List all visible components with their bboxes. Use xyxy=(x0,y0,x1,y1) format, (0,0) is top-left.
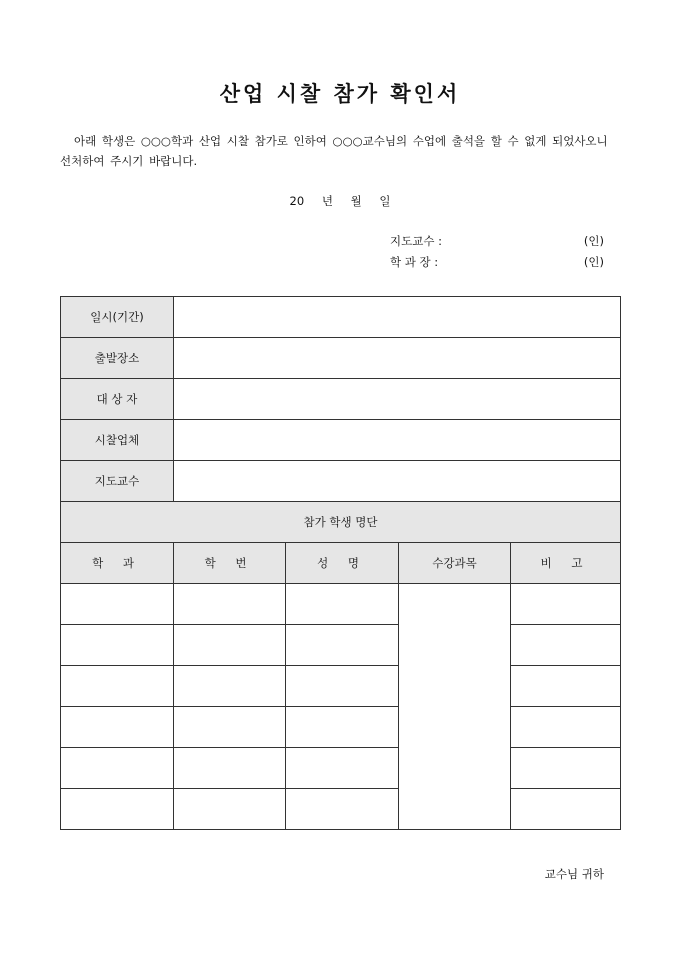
department-head-label: 학 과 장 : xyxy=(390,255,439,269)
roster-header-name: 성 명 xyxy=(286,543,399,584)
roster-cell xyxy=(286,666,399,707)
info-row-advisor xyxy=(61,461,621,502)
closing-addressee: 교수님 귀하 xyxy=(544,867,604,881)
roster-cell xyxy=(61,789,174,830)
roster-title-row xyxy=(61,502,621,543)
info-label-period: 일시(기간) xyxy=(61,297,174,338)
roster-cell xyxy=(61,748,174,789)
info-value-target xyxy=(174,379,621,420)
intro-paragraph: 아래 학생은 ○○○학과 산업 시찰 참가로 인하여 ○○○교수님의 수업에 출석을 할 수 없게 되었사오니 선처하여 주시기 바랍니다. xyxy=(60,134,608,168)
roster-cell xyxy=(174,748,286,789)
roster-title: 참가 학생 명단 xyxy=(61,502,621,543)
advisor-seal: (인) xyxy=(583,234,604,248)
roster-cell xyxy=(286,789,399,830)
info-row-period xyxy=(61,297,621,338)
info-value-period xyxy=(174,297,621,338)
roster-row xyxy=(61,584,621,625)
roster-cell xyxy=(511,666,621,707)
roster-cell xyxy=(174,625,286,666)
roster-header-department: 학 과 xyxy=(61,543,174,584)
department-head-seal: (인) xyxy=(583,255,604,269)
roster-header-remarks: 비 고 xyxy=(511,543,621,584)
info-value-advisor xyxy=(174,461,621,502)
roster-cell xyxy=(511,625,621,666)
roster-cell xyxy=(61,584,174,625)
roster-row xyxy=(61,707,621,748)
info-value-company xyxy=(174,420,621,461)
info-value-departure xyxy=(174,338,621,379)
roster-row xyxy=(61,789,621,830)
roster-cell xyxy=(286,625,399,666)
roster-cell xyxy=(61,707,174,748)
info-row-target xyxy=(61,379,621,420)
roster-header-student-id: 학 번 xyxy=(174,543,286,584)
roster-cell xyxy=(61,666,174,707)
roster-cell xyxy=(174,584,286,625)
info-label-company: 시찰업체 xyxy=(61,420,174,461)
roster-cell xyxy=(174,707,286,748)
roster-header-row xyxy=(61,543,621,584)
roster-cell xyxy=(174,666,286,707)
roster-cell xyxy=(511,584,621,625)
roster-course-cell xyxy=(399,584,511,830)
info-label-advisor: 지도교수 xyxy=(61,461,174,502)
roster-header-course: 수강과목 xyxy=(399,543,511,584)
info-label-target: 대 상 자 xyxy=(61,379,174,420)
roster-cell xyxy=(286,707,399,748)
roster-cell xyxy=(511,748,621,789)
roster-cell xyxy=(174,789,286,830)
roster-row xyxy=(61,666,621,707)
info-row-company xyxy=(61,420,621,461)
confirmation-form-table xyxy=(60,296,621,830)
roster-cell xyxy=(286,584,399,625)
roster-row xyxy=(61,748,621,789)
advisor-label: 지도교수 : xyxy=(390,234,442,248)
document-title: 산업 시찰 참가 확인서 xyxy=(219,81,461,106)
roster-cell xyxy=(511,789,621,830)
roster-cell xyxy=(286,748,399,789)
info-label-departure: 출발장소 xyxy=(61,338,174,379)
department-head-signature-line xyxy=(390,254,604,270)
roster-cell xyxy=(511,707,621,748)
date-line: 20 년 월 일 xyxy=(289,194,391,208)
advisor-signature-line xyxy=(390,233,604,249)
roster-row xyxy=(61,625,621,666)
info-row-departure xyxy=(61,338,621,379)
roster-cell xyxy=(61,625,174,666)
